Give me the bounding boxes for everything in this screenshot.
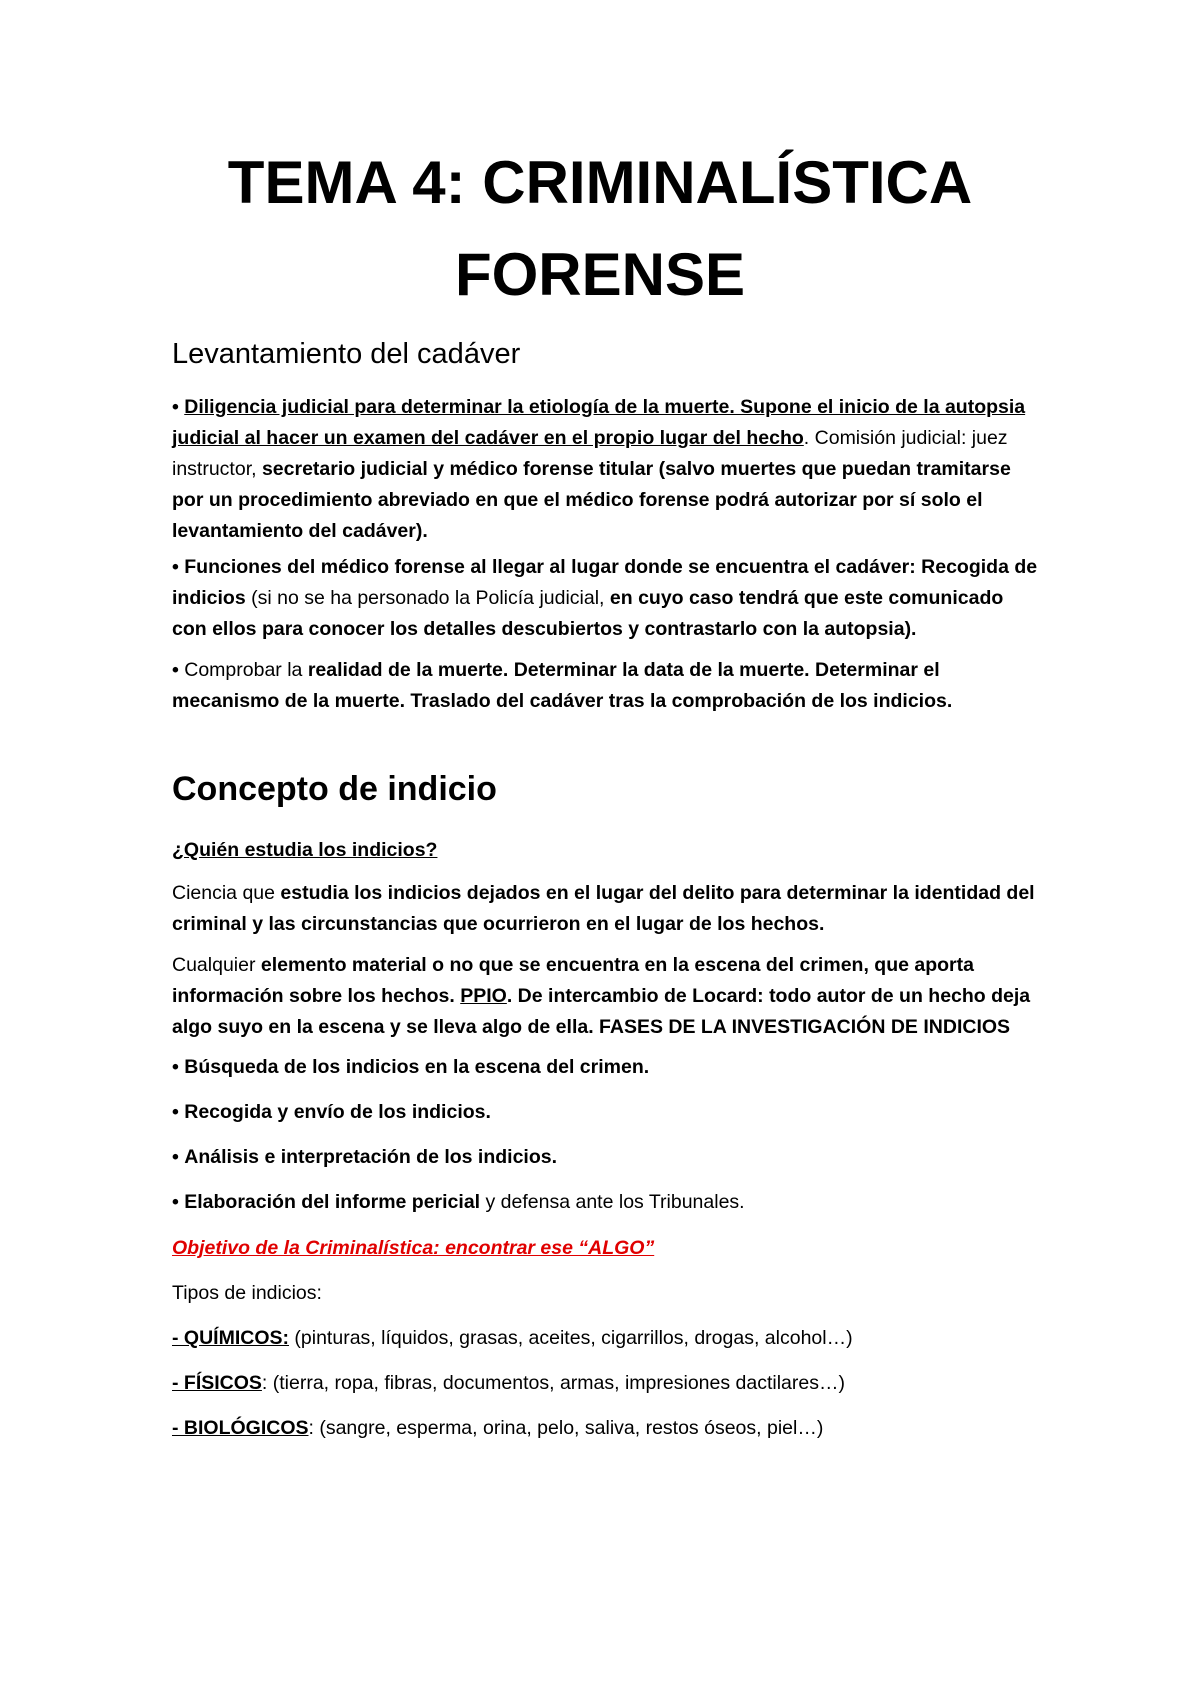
- section-heading-levantamiento: Levantamiento del cadáver: [172, 338, 521, 370]
- bullet: •: [172, 396, 179, 418]
- paragraph-diligencia: • Diligencia judicial para determinar la etiología de la muerte. Supone el inicio de la autopsia judicial al hacer un examen del cadáver en el propio lugar del hecho. Comisión judicial: juez instructor, secretario judicial y médico forense titular (salvo muertes que puedan tramitarse por un procedimiento abreviado en que el médico forense podrá autorizar por sí solo el levantamiento del cadáver).: [172, 396, 1026, 542]
- paragraph-cualquier: Cualquier elemento material o no que se encuentra en la escena del crimen, que aporta información sobre los hechos. PPIO. De intercambio de Locard: todo autor de un hecho deja algo suyo en la escena y se lleva algo de ella. FASES DE LA INVESTIGACIÓN DE INDICIOS: [172, 954, 1031, 1038]
- section-heading-concepto: Concepto de indicio: [172, 770, 497, 808]
- phase-item: • Análisis e interpretación de los indicios.: [172, 1146, 558, 1168]
- types-label: Tipos de indicios:: [172, 1282, 322, 1304]
- type-item-biologicos: - BIOLÓGICOS: (sangre, esperma, orina, pelo, saliva, restos óseos, piel…): [172, 1417, 824, 1439]
- title-line-1: TEMA 4: CRIMINALÍSTICA: [227, 149, 973, 216]
- phase-item: • Recogida y envío de los indicios.: [172, 1101, 491, 1123]
- underlined-definition: Diligencia judicial para determinar la etiología de la muerte. Supone el inicio de la autopsia judicial al hacer un examen del cadáver en el propio lugar del hecho: [172, 396, 1026, 449]
- type-item-quimicos: - QUÍMICOS: (pinturas, líquidos, grasas, aceites, cigarrillos, drogas, alcohol…): [172, 1327, 853, 1349]
- bullet: •: [172, 556, 179, 578]
- question-subheading: ¿Quién estudia los indicios?: [172, 839, 438, 861]
- phase-item: • Búsqueda de los indicios en la escena del crimen.: [172, 1056, 650, 1078]
- paragraph-ciencia: Ciencia que estudia los indicios dejados en el lugar del delito para determinar la identidad del criminal y las circunstancias que ocurrieron en el lugar de los hechos.: [172, 882, 1035, 935]
- phase-item: • Elaboración del informe pericial y defensa ante los Tribunales.: [172, 1191, 745, 1213]
- objective-statement: Objetivo de la Criminalística: encontrar ese “ALGO”: [172, 1237, 655, 1259]
- type-item-fisicos: - FÍSICOS: (tierra, ropa, fibras, documentos, armas, impresiones dactilares…): [172, 1372, 845, 1394]
- paragraph-comprobar: • Comprobar la realidad de la muerte. Determinar la data de la muerte. Determinar el mecanismo de la muerte. Traslado del cadáver tras la comprobación de los indicios.: [172, 659, 953, 712]
- ppio-abbreviation: PPIO: [460, 985, 507, 1007]
- bullet: •: [172, 659, 179, 681]
- title-line-2: FORENSE: [454, 241, 746, 308]
- paragraph-funciones: • Funciones del médico forense al llegar al lugar donde se encuentra el cadáver: Recogida de indicios (si no se ha personado la Policía judicial, en cuyo caso tendrá que este comunicado con ellos para conocer los detalles descubiertos y contrastarlo con la autopsia).: [172, 556, 1038, 640]
